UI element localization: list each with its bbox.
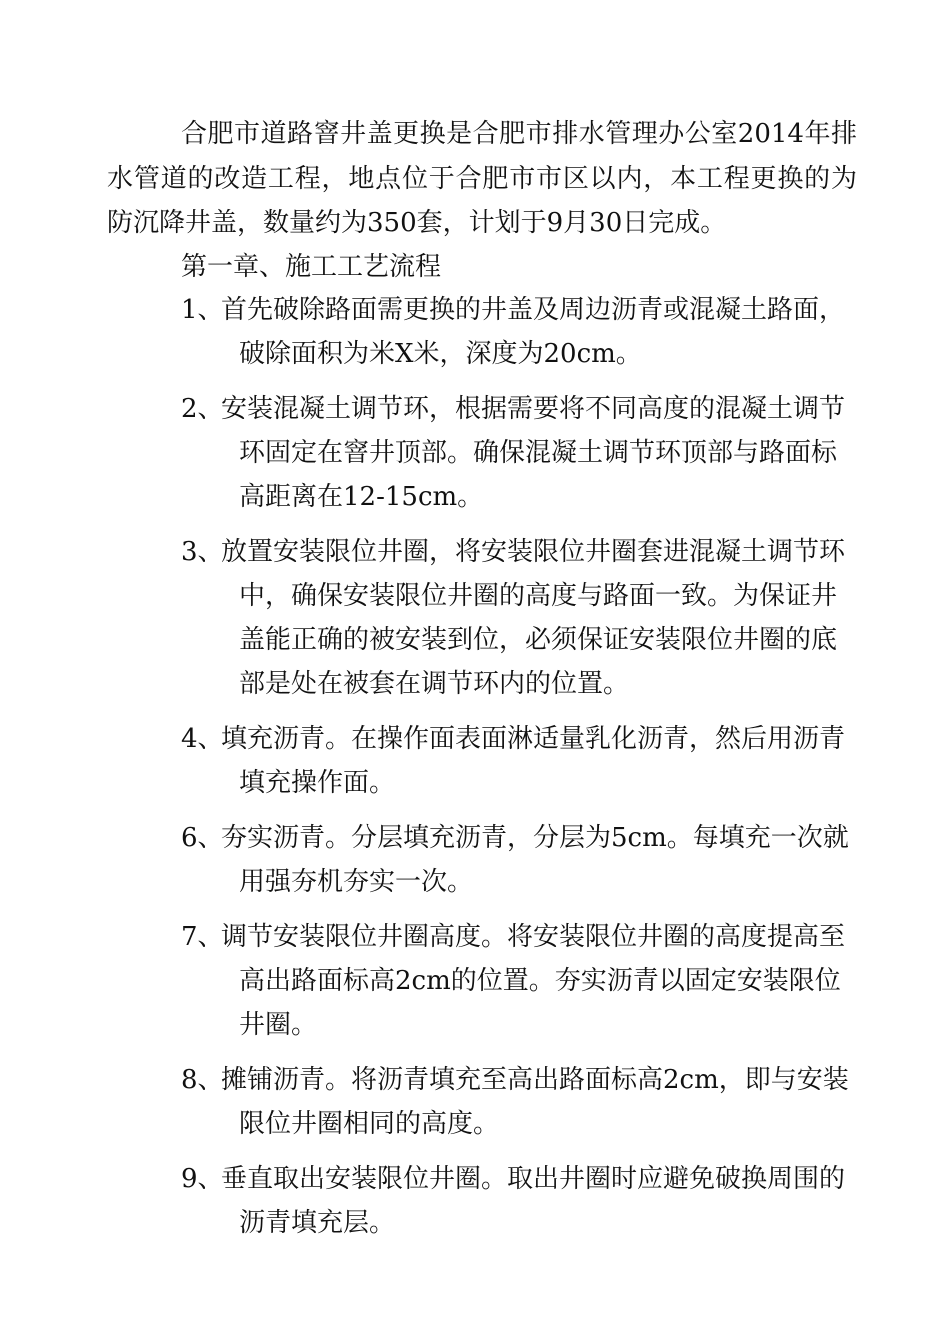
step-text: 放置安装限位井圈，将安装限位井圈套进混凝土调节环中，确保安装限位井圈的高度与路面一致。为保证井盖能正确的被安装到位，必须保证安装限位井圈的底部是处在被套在调节环内的位置。 xyxy=(221,537,846,699)
step-number: 2、 xyxy=(181,394,224,424)
process-steps-list xyxy=(181,288,861,1256)
step-text: 首先破除路面需更换的井盖及周边沥青或混凝土路面，破除面积为米X米，深度为20cm。 xyxy=(221,295,846,369)
step-number: 6、 xyxy=(181,823,224,853)
list-item xyxy=(181,1058,861,1146)
step-text: 填充沥青。在操作面表面淋适量乳化沥青，然后用沥青填充操作面。 xyxy=(221,724,846,798)
step-number: 1、 xyxy=(181,295,224,325)
list-item xyxy=(181,387,861,519)
list-item xyxy=(181,816,861,904)
list-item xyxy=(181,530,861,706)
step-number: 9、 xyxy=(181,1164,224,1194)
intro-paragraph: 合肥市道路窨井盖更换是合肥市排水管理办公室2014年排水管道的改造工程，地点位于合肥市市区以内，本工程更换的为防沉降井盖，数量约为350套，计划于9月30日完成。 xyxy=(107,119,857,238)
list-item xyxy=(181,717,861,805)
step-text: 摊铺沥青。将沥青填充至高出路面标高2cm，即与安装限位井圈相同的高度。 xyxy=(221,1065,849,1139)
step-number: 4、 xyxy=(181,724,224,754)
list-item xyxy=(181,915,861,1047)
step-number: 7、 xyxy=(181,922,224,952)
step-text: 夯实沥青。分层填充沥青，分层为5cm。每填充一次就用强夯机夯实一次。 xyxy=(221,823,849,897)
chapter-title: 第一章、施工工艺流程 xyxy=(181,252,442,282)
step-number: 3、 xyxy=(181,537,224,567)
list-item xyxy=(181,1157,861,1245)
step-text: 垂直取出安装限位井圈。取出井圈时应避免破换周围的沥青填充层。 xyxy=(221,1164,846,1238)
step-text: 安装混凝土调节环，根据需要将不同高度的混凝土调节环固定在窨井顶部。确保混凝土调节环顶部与路面标高距离在12-15cm。 xyxy=(221,394,846,512)
step-text: 调节安装限位井圈高度。将安装限位井圈的高度提高至高出路面标高2cm的位置。夯实沥青以固定安装限位井圈。 xyxy=(221,922,846,1040)
list-item xyxy=(181,288,861,376)
step-number: 8、 xyxy=(181,1065,224,1095)
